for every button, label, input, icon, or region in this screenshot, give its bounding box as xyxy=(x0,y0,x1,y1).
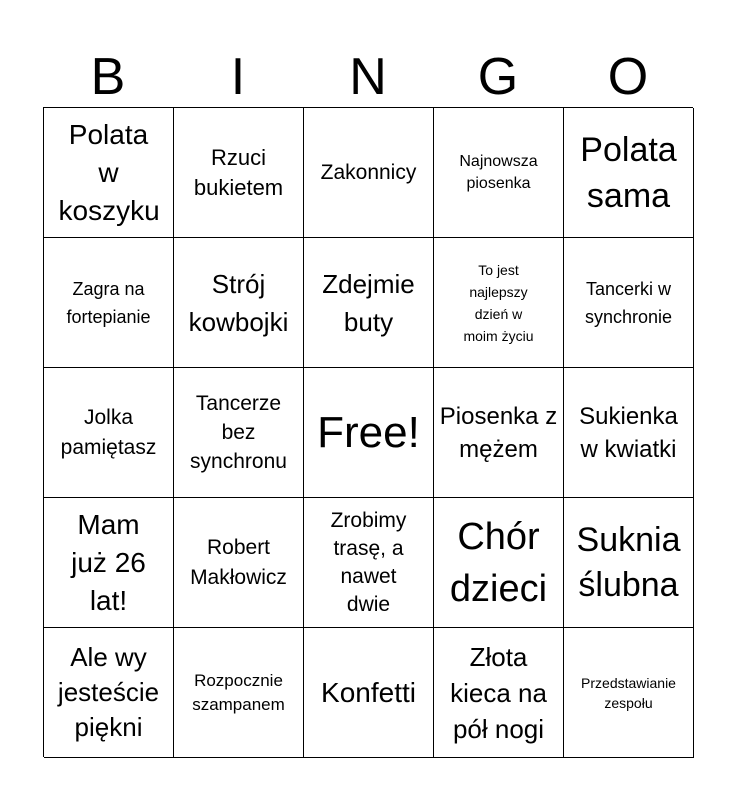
cell-text: Zdejmie buty xyxy=(322,268,415,337)
bingo-cell-1-4[interactable] xyxy=(434,108,564,238)
bingo-cell-1-5[interactable] xyxy=(564,108,694,238)
cell-text: Ale wy jesteście piękni xyxy=(57,642,160,742)
bingo-cell-2-5[interactable] xyxy=(564,238,694,368)
bingo-cell-4-1[interactable] xyxy=(44,498,174,628)
cell-text: Chór dzieci xyxy=(449,515,548,610)
cell-text: Przedstawianie zespołu xyxy=(581,674,676,711)
cell-text: Suknia ślubna xyxy=(576,520,681,604)
bingo-cell-1-2[interactable] xyxy=(174,108,304,238)
bingo-cell-4-5[interactable] xyxy=(564,498,694,628)
bingo-cell-1-3[interactable] xyxy=(304,108,434,238)
bingo-cell-2-3[interactable] xyxy=(304,238,434,368)
cell-text: Free! xyxy=(317,407,420,457)
bingo-cell-1-1[interactable] xyxy=(44,108,174,238)
cell-text: Najnowsza piosenka xyxy=(459,152,538,192)
bingo-cell-2-2[interactable] xyxy=(174,238,304,368)
bingo-header xyxy=(43,46,693,108)
cell-text: Zagra na fortepianie xyxy=(66,278,151,327)
bingo-cell-4-2[interactable] xyxy=(174,498,304,628)
cell-text: Jolka pamiętasz xyxy=(60,405,157,459)
cell-text: Robert Makłowicz xyxy=(190,535,287,589)
header-letter-i: I xyxy=(230,48,246,106)
bingo-cell-5-3[interactable] xyxy=(304,628,434,758)
cell-text: Rzuci bukietem xyxy=(193,144,284,200)
header-letter-b: B xyxy=(90,48,126,106)
bingo-board xyxy=(43,107,693,757)
header-letter-g: G xyxy=(477,48,519,106)
cell-text: Strój kowbojki xyxy=(188,268,289,337)
cell-text: Tancerki w synchronie xyxy=(584,278,673,327)
cell-text: Zakonnicy xyxy=(320,160,417,184)
bingo-cell-3-3[interactable] xyxy=(304,368,434,498)
bingo-cell-5-1[interactable] xyxy=(44,628,174,758)
bingo-cell-3-4[interactable] xyxy=(434,368,564,498)
bingo-cell-4-4[interactable] xyxy=(434,498,564,628)
cell-text: Mam już 26 lat! xyxy=(71,508,146,616)
cell-text: Konfetti xyxy=(321,676,416,708)
bingo-cell-5-5[interactable] xyxy=(564,628,694,758)
cell-text: Piosenka z mężem xyxy=(439,402,558,463)
header-letter-n: N xyxy=(349,48,387,106)
cell-text: Rozpocznie szampanem xyxy=(192,670,285,714)
cell-text: Polata sama xyxy=(580,130,677,215)
cell-text: Zrobimy trasę, a nawet dwie xyxy=(330,508,407,616)
cell-text: Złota kieca na pół nogi xyxy=(450,641,547,744)
header-letter-o: O xyxy=(607,48,649,106)
bingo-cell-5-2[interactable] xyxy=(174,628,304,758)
bingo-cell-3-1[interactable] xyxy=(44,368,174,498)
bingo-cell-3-5[interactable] xyxy=(564,368,694,498)
cell-text: To jest najlepszy dzień w moim życiu xyxy=(463,261,534,344)
bingo-cell-5-4[interactable] xyxy=(434,628,564,758)
cell-text: Tancerze bez synchronu xyxy=(190,392,287,473)
bingo-cell-4-3[interactable] xyxy=(304,498,434,628)
cell-text: Sukienka w kwiatki xyxy=(579,402,678,463)
bingo-cell-2-4[interactable] xyxy=(434,238,564,368)
bingo-cell-2-1[interactable] xyxy=(44,238,174,368)
cell-text: Polata w koszyku xyxy=(58,118,160,226)
bingo-cell-3-2[interactable] xyxy=(174,368,304,498)
